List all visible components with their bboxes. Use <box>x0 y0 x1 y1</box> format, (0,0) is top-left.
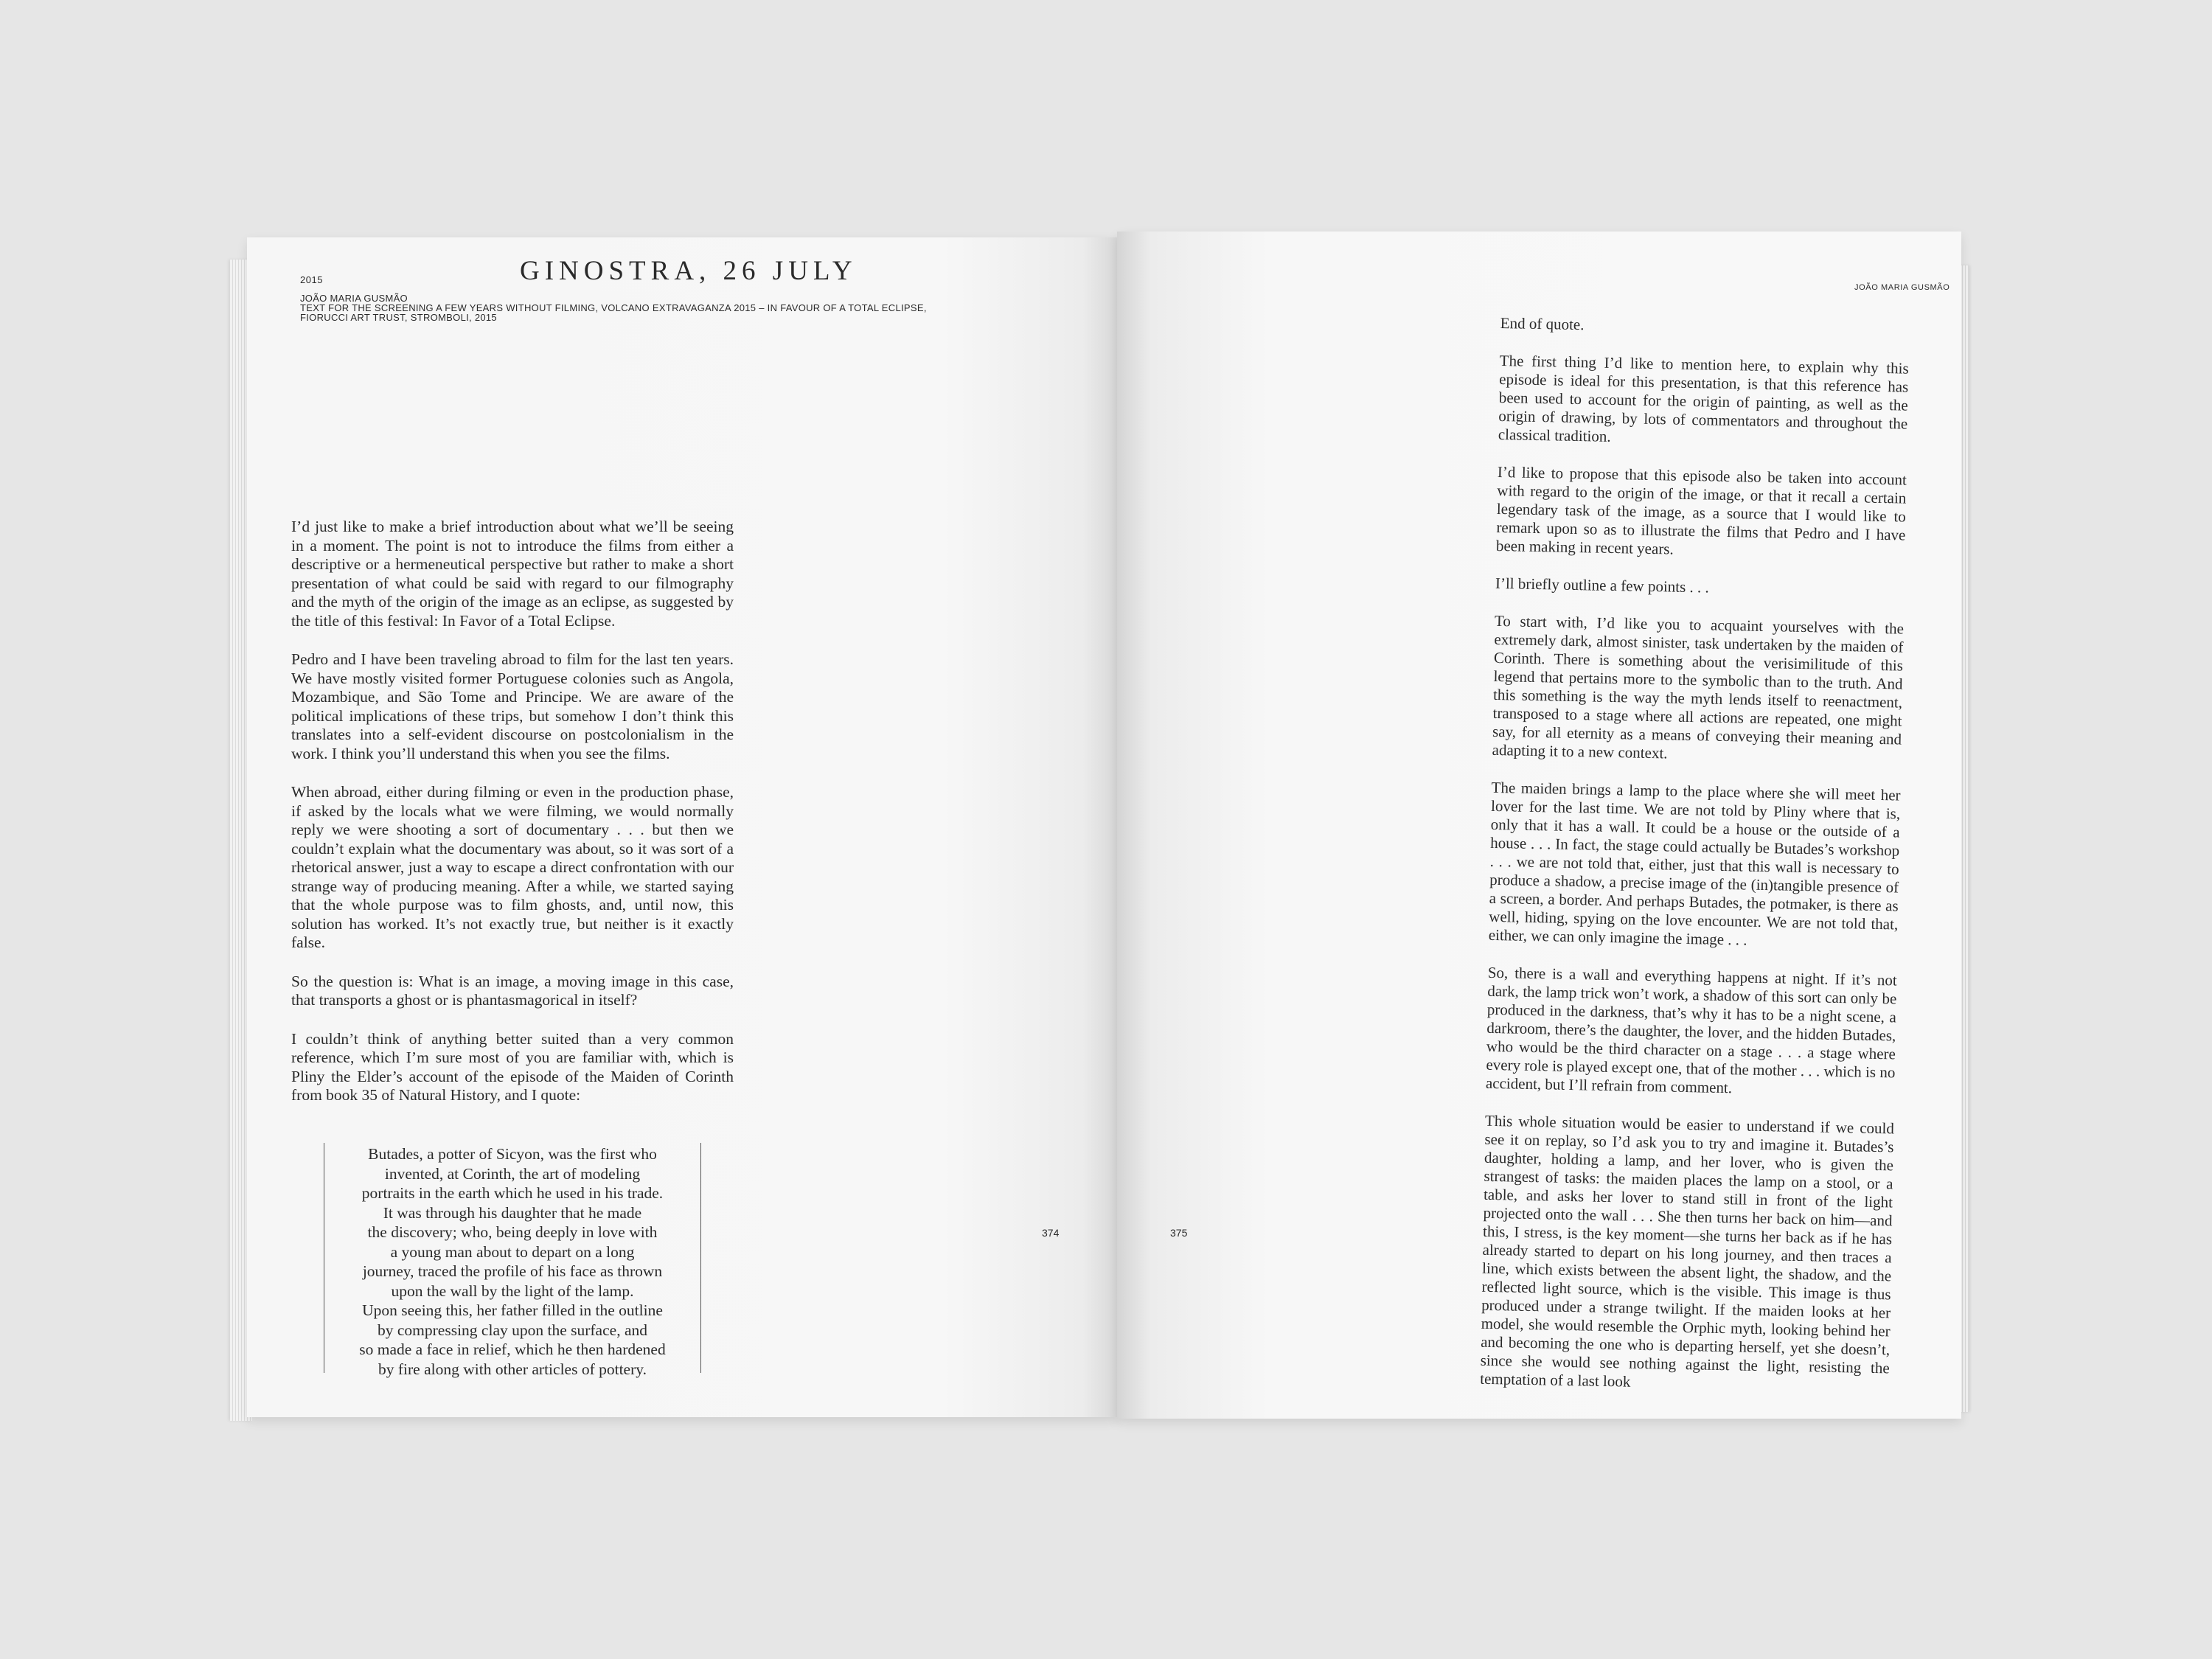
page-number-right: 375 <box>1170 1227 1188 1239</box>
quote-line: Butades, a potter of Sicyon, was the first who <box>368 1145 657 1163</box>
credits-block <box>300 293 964 322</box>
credits-venue: FIORUCCI ART TRUST, STROMBOLI, 2015 <box>300 312 497 323</box>
paragraph: To start with, I’d like you to acquaint yourselves with the extremely dark, almost sinister, task undertaken by the maiden of Corinth. There is something about the verisimilitude of this legend that pertains more to the symbolic than to the truth. And this something is the way the myth lends itself to reenactment, transposed to a stage where all actions are repeated, one might say, for all eternity as a means of conveying their meaning and adapting it to a new context. <box>1492 611 1905 762</box>
left-page <box>247 237 1117 1417</box>
paragraph: The maiden brings a lamp to the place where she will meet her lover for the last time. We are not told by Pliny where that is, only that it has a wall. It could be a house or the outside of a house . . . In fact, the stage could actually be Butades’s workshop . . . we are not told that, either, just that this wall is necessary to produce a shadow, a precise image of the (in)tangible presence of a screen, a border. And perhaps Butades, the potmaker, is there as well, hiding, spying on the love encounter. We are not told that, either, we can only imagine the image . . . <box>1488 778 1901 949</box>
quote-line: invented, at Corinth, the art of modeling <box>384 1164 641 1183</box>
quote-line: by fire along with other articles of pottery. <box>378 1360 647 1378</box>
quote-line: so made a face in relief, which he then hardened <box>359 1340 666 1358</box>
paragraph: I’ll briefly outline a few points . . . <box>1495 574 1710 597</box>
quote-line: a young man about to depart on a long <box>390 1242 635 1261</box>
chapter-title: GINOSTRA, 26 JULY <box>520 256 858 286</box>
quote-line: the discovery; who, being deeply in love with <box>367 1223 658 1241</box>
quote-line: by compressing clay upon the surface, and <box>378 1321 647 1339</box>
paragraph: When abroad, either during filming or even in the production phase, if asked by the locals what we were filming, we would normally reply we were shooting a sort of documentary . . . but then we couldn’t explain what the documentary was about, so it was sort of a rhetorical answer, just a way to escape a direct confrontation with our strange way of producing meaning. After a while, we started saying that the whole purpose was to film ghosts, and, until now, this solution has worked. It’s not exactly true, but neither is it exactly false. <box>291 783 734 951</box>
paragraph: Pedro and I have been traveling abroad to film for the last ten years. We have mostly visited former Portuguese colonies such as Angola, Mozambique, and São Tome and Principe. We are aware of the political implications of these trips, but somehow I don’t think this translates into a self-evident discourse on postcolonialism in the work. I think you’ll understand this when you see the films. <box>291 650 734 762</box>
paragraph: I’d just like to make a brief introduction about what we’ll be seeing in a moment. The point is not to introduce the films from either a descriptive or a hermeneutical perspective but rather to make a short presentation of what could be said with regard to our filmography and the myth of the origin of the image as an eclipse, as suggested by the title of this festival: In Favor of a Total Eclipse. <box>291 518 734 630</box>
running-author: JOÃO MARIA GUSMÃO <box>1854 283 1950 292</box>
quote-line: It was through his daughter that he made <box>383 1203 642 1222</box>
right-body-text <box>1480 314 1910 1415</box>
paragraph: So, there is a wall and everything happens at night. If it’s not dark, the lamp trick won’t work, a shadow of this sort can only be produced in the darkness, that’s why it has to be a night scene, a darkroom, there’s the daughter, the lover, and the hidden Butades, who would be the third character on a stage . . . a stage where every role is played except one, that of the mother . . . which is no accident, but I’ll refrain from comment. <box>1485 963 1897 1097</box>
quote-line: upon the wall by the light of the lamp. <box>391 1281 634 1300</box>
page-number-left: 374 <box>1042 1227 1060 1239</box>
block-quote <box>324 1143 701 1378</box>
credits-screening: TEXT FOR THE SCREENING A FEW YEARS WITHOUT FILMING, VOLCANO EXTRAVAGANZA 2015 – IN FAVOUR OF A TOTAL ECLIPSE, <box>300 302 927 313</box>
quote-line: journey, traced the profile of his face as thrown <box>362 1262 663 1280</box>
paragraph: The first thing I’d like to mention here, to explain why this episode is ideal for this presentation, is that this reference has been used to account for the origin of painting, as well as the origin of drawing, by lots of commentators and throughout the classical tradition. <box>1498 351 1909 445</box>
paragraph: End of quote. <box>1500 314 1585 334</box>
paragraph: I’d like to propose that this episode also be taken into account with regard to the origin of the image, or that it recall a certain legendary task of the image, as a source that I would like to remark upon so as to illustrate the films that Pedro and I have been making in recent years. <box>1495 462 1907 558</box>
quote-line: portraits in the earth which he used in his trade. <box>361 1184 664 1202</box>
paragraph: This whole situation would be easier to understand if we could see it on replay, so I’d ask you to try and imagine it. Butades’s daughter, holding a lamp, and her lover, who is given the strangest of tasks: the maiden places the lamp on a stool, or a table, and asks her lover to stand still in front of the light projected onto the wall . . . She then turns her back on him—and this, I stress, is the key moment—she turns her back as if he has already started to depart on his long journey, and then traces a line, which exists between the absent light, the shadow, and the reflected light source, which is the visible. This image is thus produced under a strange twilight. If the maiden looks at her model, she would resemble the Orphic myth, looking behind her and becoming the one who is departing herself, yet she doesn’t, since she would see nothing against the light, resisting the temptation of a last look <box>1480 1111 1895 1391</box>
quote-line: Upon seeing this, her father filled in the outline <box>362 1301 663 1319</box>
left-body-text <box>291 518 734 1125</box>
credits-author: JOÃO MARIA GUSMÃO <box>300 293 408 304</box>
paragraph: So the question is: What is an image, a moving image in this case, that transports a ghost or is phantasmagorical in itself? <box>291 972 734 1009</box>
running-year: 2015 <box>300 274 323 285</box>
right-page <box>1117 232 1961 1419</box>
paragraph: I couldn’t think of anything better suited than a very common reference, which I’m sure most of you are familiar with, which is Pliny the Elder’s account of the episode of the Maiden of Corinth from book 35 of Natural History, and I quote: <box>291 1029 734 1104</box>
